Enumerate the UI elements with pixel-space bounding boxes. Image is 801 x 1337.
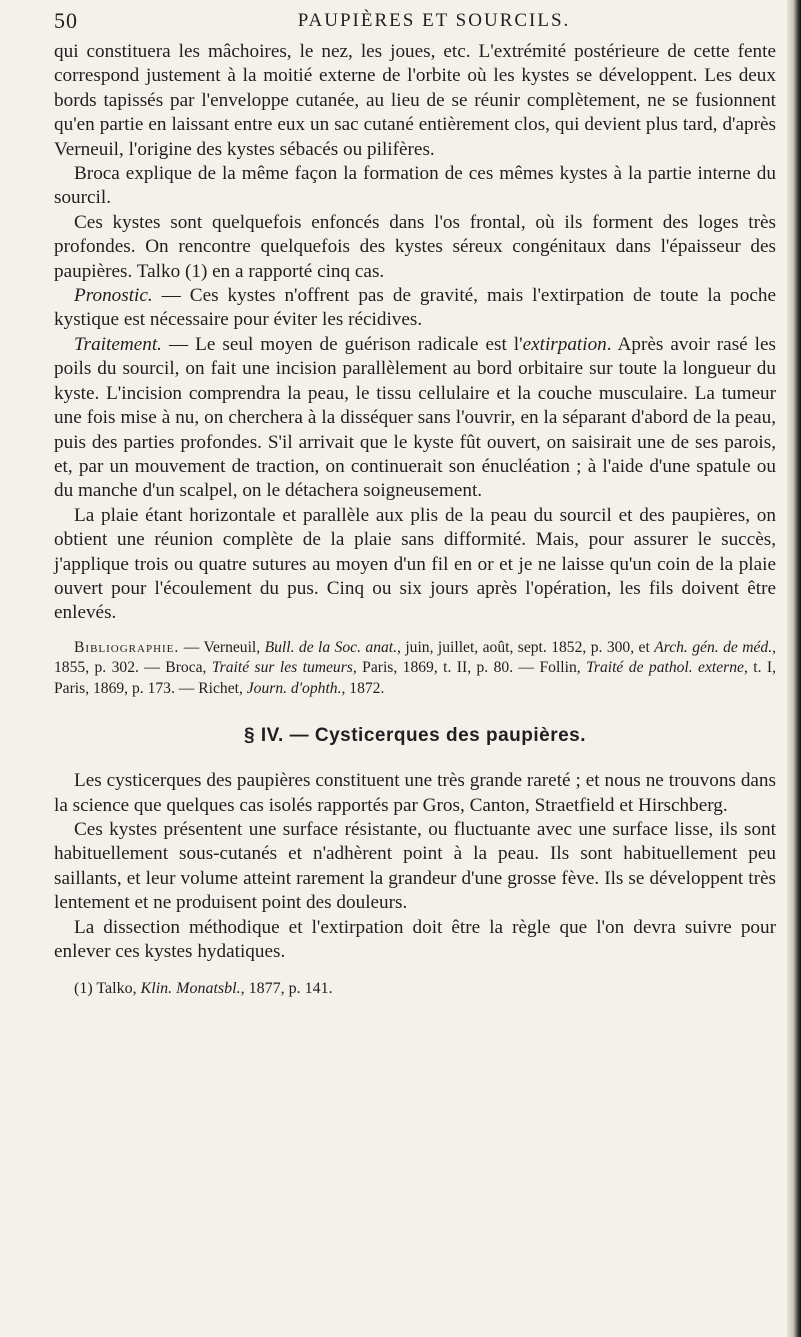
page-header (54, 8, 774, 38)
bibliography-ref: Journ. d'ophth. (246, 679, 342, 697)
section-title: § IV. — Cysticerques des paupières. (243, 725, 587, 747)
traitement-label: Traitement. (74, 333, 162, 355)
paragraph-broca: Broca explique de la même façon la formation de ces mêmes kystes à la partie interne du sourcil. (54, 163, 776, 209)
footnote-text: , 1877, p. 141. (240, 979, 333, 997)
bibliography-text: , Paris, 1869, t. II, p. 80. — Follin, (352, 659, 587, 677)
bibliography-text: — Verneuil, (179, 638, 265, 656)
traitement-emphasis: extirpation (522, 333, 607, 355)
bibliography-ref: Traité sur les tumeurs (211, 659, 353, 677)
bibliography-label: Bibliographie. (74, 638, 180, 656)
bibliography-text: , juin, juillet, août, sept. 1852, p. 300, et (397, 638, 655, 656)
paragraph-kystes: Ces kystes sont quelquefois enfoncés dans l'os frontal, où ils forment des loges très profondes. On rencontre quelquefois des kystes séreux congénitaux dans l'épaisseur des paupières. Talko (1) en a rapporté cinq cas. (54, 211, 776, 282)
traitement-text-after: . Après avoir rasé les poils du sourcil, on fait une incision parallèlement au bord orbitaire sur toute la longueur du kyste. L'incision comprendra la peau, le tissu cellulaire et la couche musculaire. La tumeur une fois mise à nu, on cherchera à la disséquer sans l'ouvrir, en la séparant d'abord de la peau, puis des parties profondes. S'il arrivait que le kyste fût ouvert, on saisirait une de ses parois, et, par un mouvement de traction, on continuerait son énucléation ; à l'aide d'une spatule ou du manche d'un scalpel, on le détachera soigneusement. (54, 333, 776, 502)
bibliography-ref: Traité de pathol. externe (586, 659, 744, 677)
body-text (54, 40, 776, 999)
page-number: 50 (54, 8, 78, 33)
page-edge-shadow (787, 0, 801, 1337)
bibliography-text: , 1872. (341, 679, 385, 697)
paragraph-surface: Ces kystes présentent une surface résistante, ou fluctuante avec une surface lisse, ils sont habituellement sous-cutanés et n'adhèrent point à la peau. Ils sont habituellement peu saillants, et leur volume atteint rarement la grandeur d'une grosse fève. Ils se développent très lentement et ne produisent point des douleurs. (54, 819, 776, 914)
paragraph-pronostic (54, 284, 776, 333)
pronostic-label: Pronostic. (74, 285, 153, 307)
footnote-ref: Klin. Monatsbl. (140, 979, 241, 997)
paragraph-dissection: La dissection méthodique et l'extirpation doit être la règle que l'on devra suivre pour enlever ces kystes hydatiques. (54, 916, 776, 963)
running-head: PAUPIÈRES ET SOURCILS. (297, 10, 571, 31)
bibliography (54, 638, 776, 700)
paragraph-cysticerques: Les cysticerques des paupières constituent une très grande rareté ; et nous ne trouvons dans la science que quelques cas isolés rapportés par Gros, Canton, Straetfield et Hirschberg. (54, 770, 776, 816)
bibliography-text: , 1855, p. 302. — Broca, (54, 638, 776, 677)
pronostic-text: — Ces kystes n'offrent pas de gravité, mais l'extirpation de toute la poche kystique est nécessaire pour éviter les récidives. (54, 285, 776, 331)
traitement-text-before: — Le seul moyen de guérison radicale est l' (161, 333, 523, 355)
paragraph-traitement (54, 333, 776, 504)
footnote (54, 979, 776, 999)
bibliography-ref: Arch. gén. de méd. (654, 638, 773, 656)
bibliography-text: , t. I, Paris, 1869, p. 173. — Richet, (54, 659, 776, 697)
footnote-text: (1) Talko, (74, 979, 141, 997)
paragraph-continuation: qui constituera les mâchoires, le nez, les joues, etc. L'extrémité postérieure de cette fente correspond justement à la moitié externe de l'orbite où les kystes se développent. Les deux bords tapissés par l'enveloppe cutanée, au lieu de se réunir complètement, ne se fusionnent qu'en partie en laissant entre eux un sac cutané entièrement clos, qui devient plus tard, d'après Verneuil, l'origine des kystes sébacés ou pilifères. (54, 41, 776, 160)
paragraph-plaie: La plaie étant horizontale et parallèle aux plis de la peau du sourcil et des paupières, on obtient une réunion complète de la plaie sans difformité. Mais, pour assurer le succès, j'applique trois ou quatre sutures au moyen d'un fil en or et je ne laisse qu'un coin de la plaie ouvert pour l'écoulement du pus. Cinq ou six jours après l'opération, les fils doivent être enlevés. (54, 504, 776, 624)
bibliography-ref: Bull. de la Soc. anat. (264, 638, 398, 656)
